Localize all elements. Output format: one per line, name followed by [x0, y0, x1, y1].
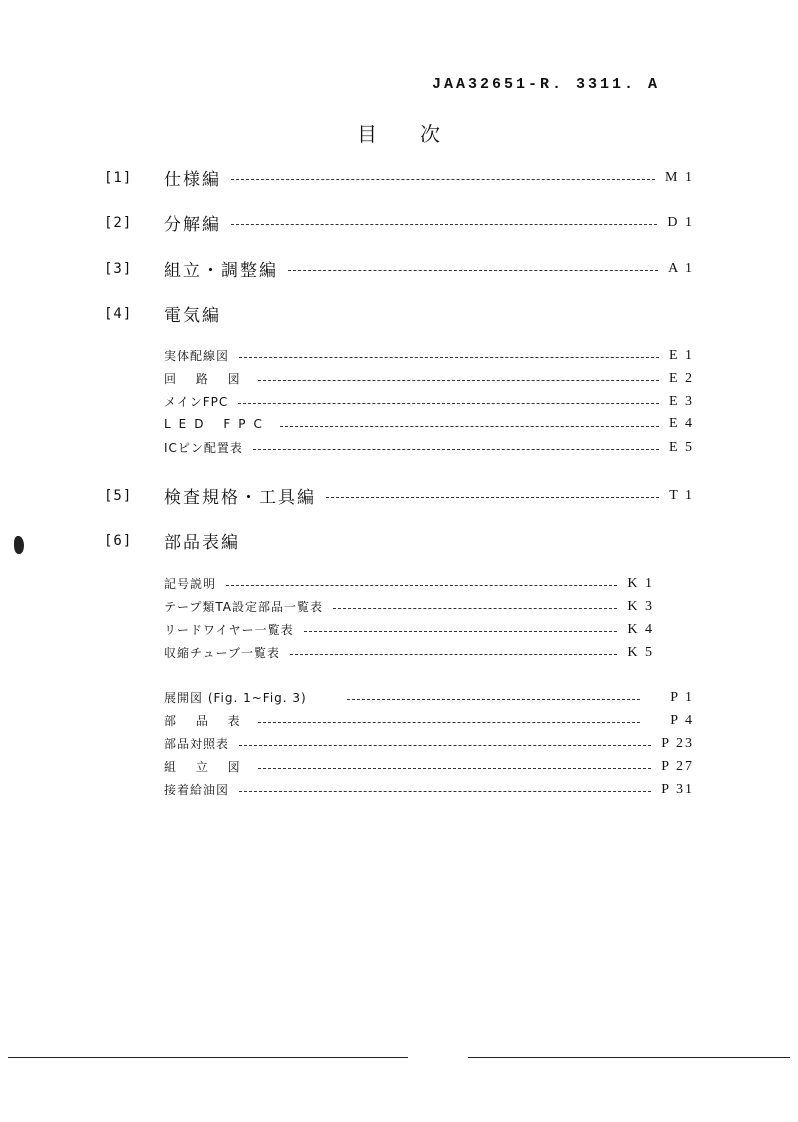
section-page: A 1: [668, 260, 694, 276]
item-label: 組 立 図: [164, 760, 248, 774]
toc-item: [164, 393, 694, 410]
section-label: 仕様編: [164, 170, 221, 190]
item-label: 部品対照表: [164, 737, 230, 751]
toc-item: [164, 598, 654, 615]
item-page: K 4: [627, 621, 654, 637]
dot-leader: [239, 791, 651, 792]
dot-leader: [238, 403, 659, 404]
dot-leader: [280, 426, 659, 427]
section-label: 電気編: [164, 306, 221, 326]
dot-leader: [226, 585, 617, 586]
item-label: ICピン配置表: [164, 441, 243, 455]
section-number: [5]: [104, 487, 133, 504]
dot-leader: [258, 722, 641, 723]
dot-leader: [347, 699, 640, 700]
toc-section-5: [104, 483, 694, 508]
bottom-rule-left: [8, 1057, 408, 1058]
toc-section-2: [104, 210, 694, 235]
toc-item: [164, 735, 694, 752]
dot-leader: [290, 654, 617, 655]
toc-item: [164, 347, 694, 364]
item-page: E 1: [668, 347, 694, 363]
dot-leader: [231, 179, 655, 180]
section-page: D 1: [667, 214, 694, 230]
toc-item: [164, 621, 654, 638]
item-page: P 1: [670, 689, 694, 705]
item-page: E 2: [668, 370, 694, 386]
item-label: リードワイヤー一覧表: [164, 623, 294, 637]
toc-section-1: [104, 165, 694, 190]
toc-item: [164, 575, 654, 592]
dot-leader: [239, 357, 659, 358]
toc-section-6: [104, 528, 404, 553]
item-label: 接着給油図: [164, 783, 230, 797]
item-label: 収縮チューブ一覧表: [164, 646, 281, 660]
item-label: 記号説明: [164, 577, 217, 591]
document-number: JAA32651-R. 3311. A: [432, 76, 661, 93]
item-label: LED FPC: [164, 417, 270, 431]
item-page: K 5: [627, 644, 654, 660]
toc-item: [164, 439, 694, 456]
dot-leader: [288, 270, 658, 271]
section-label: 組立・調整編: [164, 261, 278, 281]
toc-title-char-1: 目: [357, 122, 377, 146]
dot-leader: [333, 608, 617, 609]
dot-leader: [258, 768, 652, 769]
toc-item: [164, 712, 694, 729]
item-page: P 4: [670, 712, 694, 728]
dot-leader: [258, 380, 659, 381]
section-page: M 1: [665, 169, 694, 185]
bottom-rule-right: [468, 1057, 790, 1058]
item-page: K 3: [627, 598, 654, 614]
toc-section-4: [104, 301, 404, 326]
dot-leader: [231, 224, 657, 225]
scan-smudge: [14, 536, 24, 554]
section-label: 分解編: [164, 215, 221, 235]
toc-section-3: [104, 256, 694, 281]
item-page: E 4: [668, 416, 694, 431]
toc-title-char-2: 次: [420, 122, 440, 146]
item-label: 部 品 表: [164, 714, 248, 728]
item-page: P 23: [661, 735, 694, 751]
toc-item: [164, 758, 694, 775]
section-label: 検査規格・工具編: [164, 488, 316, 508]
item-page: K 1: [627, 575, 654, 591]
item-page: P 27: [661, 758, 694, 774]
section-number: [2]: [104, 214, 133, 231]
section-number: [4]: [104, 305, 133, 322]
section-number: [1]: [104, 169, 133, 186]
item-label: テープ類TA設定部品一覧表: [164, 600, 324, 614]
toc-item: [164, 370, 694, 387]
section-label: 部品表編: [164, 533, 240, 553]
toc-item: [164, 644, 654, 661]
item-label: 実体配線図: [164, 349, 230, 363]
dot-leader: [239, 745, 651, 746]
item-page: E 5: [668, 439, 694, 455]
toc-item: [164, 781, 694, 798]
item-label: メインFPC: [164, 395, 229, 409]
item-page: E 3: [668, 393, 694, 409]
dot-leader: [326, 497, 659, 498]
item-label: 回 路 図: [164, 372, 248, 386]
toc-item: [164, 689, 694, 706]
dot-leader: [304, 631, 618, 632]
section-page: T 1: [669, 487, 694, 503]
dot-leader: [253, 449, 659, 450]
section-number: [3]: [104, 260, 133, 277]
toc-item: [164, 416, 694, 432]
item-page: P 31: [661, 781, 694, 797]
item-label: 展開図 (Fig. 1~Fig. 3): [164, 691, 307, 705]
section-number: [6]: [104, 532, 133, 549]
